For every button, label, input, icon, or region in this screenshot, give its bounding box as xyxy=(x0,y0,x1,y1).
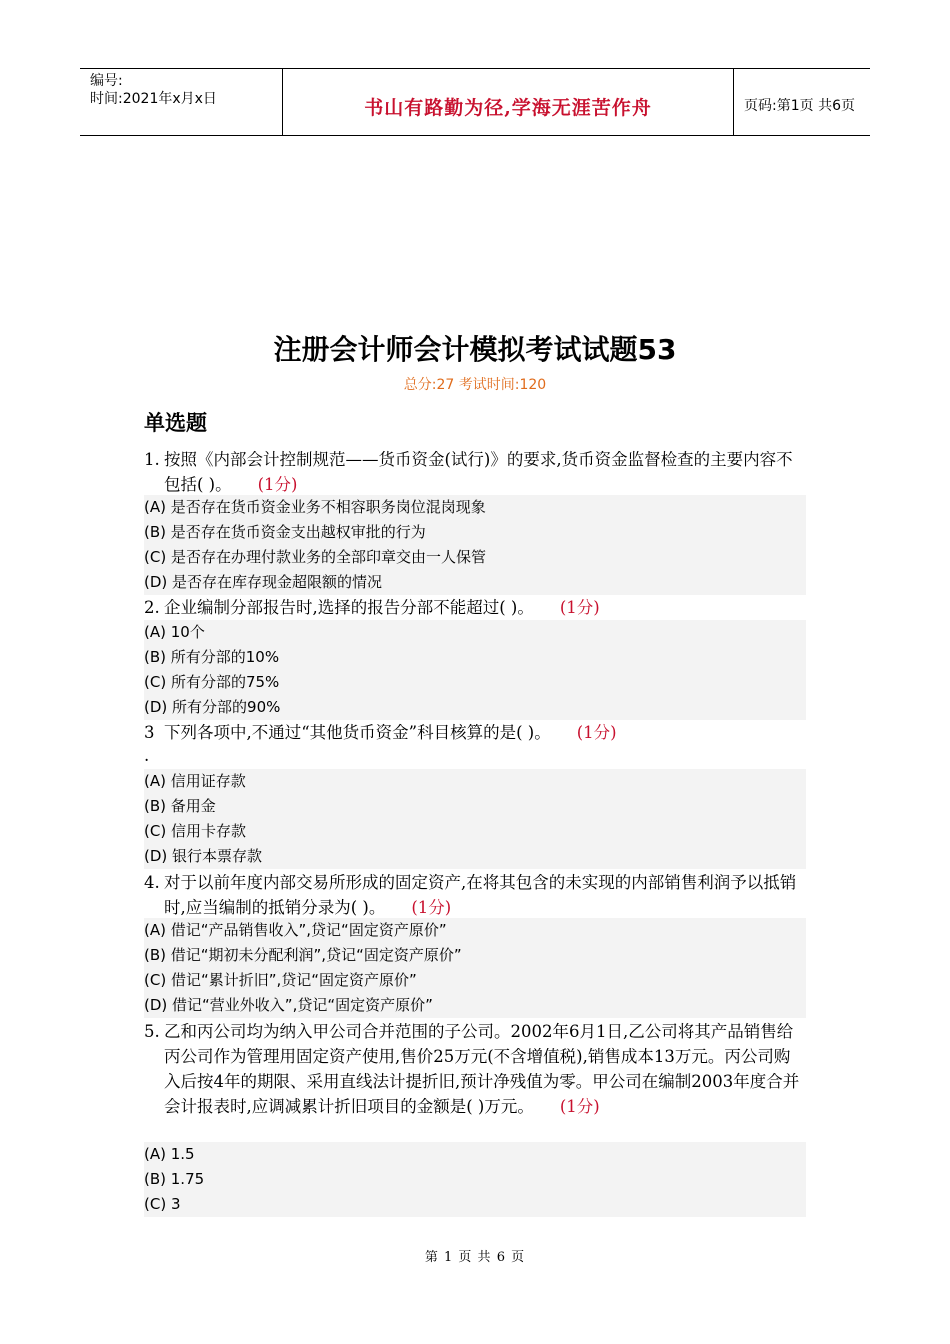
question-score: (1分) xyxy=(411,898,452,917)
options-3 xyxy=(144,769,806,869)
option-d[interactable]: (D) 借记“营业外收入”,贷记“固定资产原价” xyxy=(144,996,433,1014)
question-score: (1分) xyxy=(576,723,617,742)
code-label: 编号: xyxy=(90,73,123,89)
section-heading: 单选题 xyxy=(144,411,207,435)
option-a[interactable]: (A) 是否存在货币资金业务不相容职务岗位混岗现象 xyxy=(144,498,486,516)
question-4 xyxy=(144,870,804,920)
option-b[interactable]: (B) 所有分部的10% xyxy=(144,648,280,666)
option-a[interactable]: (A) 1.5 xyxy=(144,1145,195,1163)
option-a[interactable]: (A) 10个 xyxy=(144,623,205,641)
exam-meta: 总分:27 考试时间:120 xyxy=(403,377,547,393)
question-text: 按照《内部会计控制规范——货币资金(试行)》的要求,货币资金监督检查的主要内容不包括( )。 xyxy=(164,450,793,494)
header-motto-cell xyxy=(282,69,734,135)
question-2 xyxy=(144,595,804,620)
question-text: 企业编制分部报告时,选择的报告分部不能超过( )。 xyxy=(164,598,534,617)
question-score: (1分) xyxy=(257,475,298,494)
header-left-cell xyxy=(80,69,282,135)
option-d[interactable]: (D) 所有分部的90% xyxy=(144,698,281,716)
header-right-cell xyxy=(734,69,870,135)
page-footer: 第 1 页 共 6 页 xyxy=(424,1250,526,1265)
option-b[interactable]: (B) 1.75 xyxy=(144,1170,205,1188)
question-3-dot: . xyxy=(144,746,150,765)
question-number: 5. xyxy=(144,1022,160,1041)
option-a[interactable]: (A) 信用证存款 xyxy=(144,772,246,790)
time-label: 时间:2021年x月x日 xyxy=(90,91,217,107)
options-2 xyxy=(144,620,806,720)
options-4 xyxy=(144,918,806,1018)
option-c[interactable]: (C) 3 xyxy=(144,1195,181,1213)
options-1 xyxy=(144,495,806,595)
option-c[interactable]: (C) 所有分部的75% xyxy=(144,673,280,691)
question-score: (1分) xyxy=(559,598,600,617)
option-b[interactable]: (B) 借记“期初未分配利润”,贷记“固定资产原价” xyxy=(144,946,462,964)
page-title: 注册会计师会计模拟考试试题53 xyxy=(273,333,677,366)
option-a[interactable]: (A) 借记“产品销售收入”,贷记“固定资产原价” xyxy=(144,921,447,939)
option-b[interactable]: (B) 是否存在货币资金支出越权审批的行为 xyxy=(144,523,426,541)
question-1 xyxy=(144,447,804,497)
question-text: 乙和丙公司均为纳入甲公司合并范围的子公司。2002年6月1日,乙公司将其产品销售给丙公司作为管理用固定资产使用,售价25万元(不含增值税),销售成本13万元。丙公司购入后按4年的期限、采用直线法计提折旧,预计净残值为零。甲公司在编制2003年度合并会计报表时,应调减累计折旧项目的金额是( )万元。 xyxy=(164,1022,800,1116)
question-3 xyxy=(144,720,804,745)
question-number: 2. xyxy=(144,598,160,617)
question-number: 4. xyxy=(144,873,160,892)
question-text: 下列各项中,不通过“其他货币资金”科目核算的是( )。 xyxy=(164,723,551,742)
option-d[interactable]: (D) 是否存在库存现金超限额的情况 xyxy=(144,573,383,591)
question-score: (1分) xyxy=(559,1097,600,1116)
question-5 xyxy=(144,1019,804,1119)
options-5 xyxy=(144,1142,806,1217)
option-d[interactable]: (D) 银行本票存款 xyxy=(144,847,263,865)
option-b[interactable]: (B) 备用金 xyxy=(144,797,216,815)
question-text: 对于以前年度内部交易所形成的固定资产,在将其包含的未实现的内部销售利润予以抵销时,应当编制的抵销分录为( )。 xyxy=(164,873,797,917)
option-c[interactable]: (C) 是否存在办理付款业务的全部印章交由一人保管 xyxy=(144,548,486,566)
motto: 书山有路勤为径,学海无涯苦作舟 xyxy=(364,97,652,119)
page-header xyxy=(80,68,870,136)
option-c[interactable]: (C) 借记“累计折旧”,贷记“固定资产原价” xyxy=(144,971,417,989)
question-number: 1. xyxy=(144,450,160,469)
option-c[interactable]: (C) 信用卡存款 xyxy=(144,822,246,840)
page-info: 页码:第1页 共6页 xyxy=(744,98,855,114)
question-number: 3 xyxy=(144,723,155,742)
